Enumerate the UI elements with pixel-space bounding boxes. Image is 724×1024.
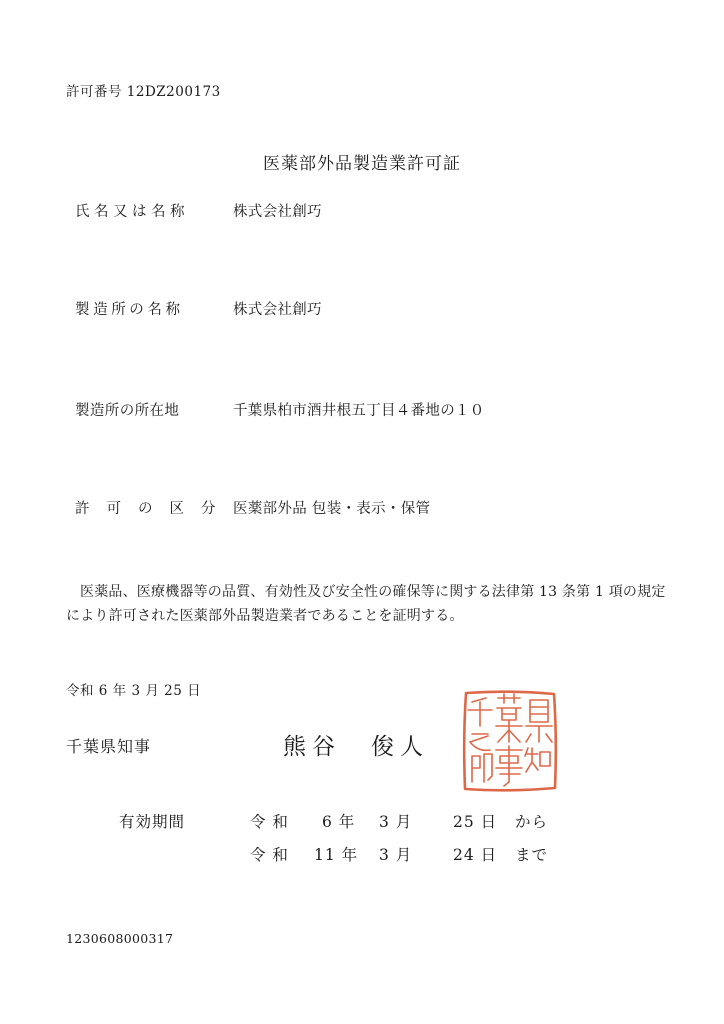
field-value-permit-category: 医薬部外品 包装・表示・保管 [233,501,431,517]
validity-from-day: 25 日 [453,813,498,831]
issuer-given-name: 俊人 [371,734,429,760]
field-label-factory-address: 製造所の所在地 [75,403,180,419]
validity-label: 有効期間 [119,813,186,831]
issuer-title: 千葉県知事 [66,737,152,756]
validity-from-era: 令 和 [250,813,289,831]
validity-to [250,843,548,865]
validity-to-year: 11 年 [314,846,359,864]
field-value-name: 株式会社創巧 [233,204,322,220]
field-label-permit-category: 許可の区分 [75,501,233,517]
field-value-factory-address: 千葉県柏市酒井根五丁目４番地の１０ [233,403,485,419]
field-label-name: 氏名又は名称 [75,204,189,220]
validity-from-month: 3 月 [379,813,413,831]
validity-to-era: 令 和 [250,846,289,864]
certification-statement: 医薬品、医療機器等の品質、有効性及び安全性の確保等に関する法律第 13 条第 1 項の規定により許可された医薬部外品製造業者であることを証明する。 [66,584,666,624]
document-code: 1230608000317 [66,931,174,946]
validity-from-suffix: から [515,813,549,831]
permit-number: 許可番号 12DZ200173 [66,84,221,100]
field-label-factory-name: 製造所の名称 [75,302,184,318]
issuer-family-name: 熊谷 [283,734,341,760]
validity-to-suffix: まで [515,846,549,864]
validity-to-month: 3 月 [379,846,413,864]
official-seal-stamp [460,688,560,794]
validity-to-day: 24 日 [453,846,498,864]
validity-from [250,810,548,832]
document-title: 医薬部外品製造業許可証 [263,154,461,174]
issue-date: 令和 6 年 3 月 25 日 [66,683,202,699]
issuer-name [283,728,429,761]
field-value-factory-name: 株式会社創巧 [233,302,322,318]
validity-from-year: 6 年 [322,813,356,831]
